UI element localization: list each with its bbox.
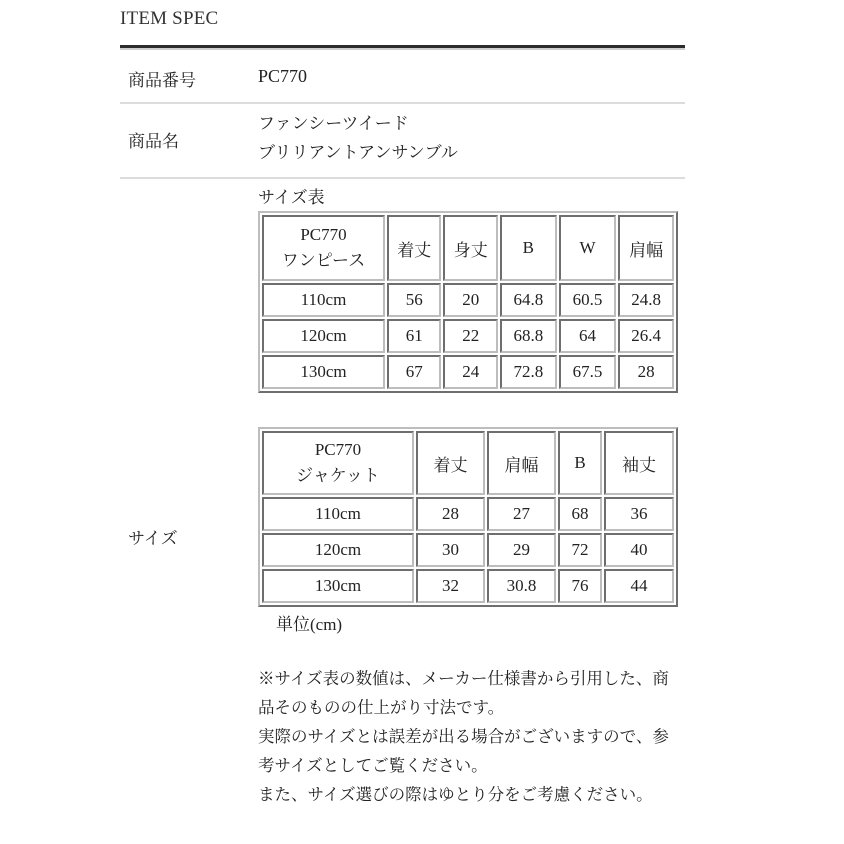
size-cell: 120cm — [262, 319, 385, 353]
jacket-size-table — [258, 427, 678, 607]
value-cell: 68.8 — [500, 319, 557, 353]
product-name-label: 商品名 — [128, 132, 179, 152]
column-header: 身丈 — [443, 215, 498, 281]
size-cell: 120cm — [262, 533, 414, 567]
column-header: 肩幅 — [618, 215, 674, 281]
column-header: W — [559, 215, 617, 281]
value-cell: 64.8 — [500, 283, 557, 317]
size-table-caption: サイズ表 — [258, 188, 325, 208]
table-row — [262, 319, 674, 353]
size-label: サイズ — [128, 529, 178, 549]
table-row — [262, 497, 674, 531]
model-type: ジャケット — [296, 466, 380, 485]
table-row — [262, 283, 674, 317]
value-cell: 36 — [604, 497, 674, 531]
value-cell: 20 — [443, 283, 498, 317]
column-header: B — [500, 215, 557, 281]
size-cell: 130cm — [262, 355, 385, 389]
item-spec-title: ITEM SPEC — [120, 8, 219, 29]
column-header: 肩幅 — [487, 431, 556, 495]
size-cell: 110cm — [262, 283, 385, 317]
value-cell: 64 — [559, 319, 617, 353]
row-divider — [120, 102, 685, 104]
row-divider — [120, 177, 685, 179]
value-cell: 29 — [487, 533, 556, 567]
column-header: B — [558, 431, 602, 495]
title-divider — [120, 45, 685, 48]
model-code: PC770 — [314, 440, 362, 459]
value-cell: 32 — [416, 569, 485, 603]
value-cell: 22 — [443, 319, 498, 353]
table-row — [262, 533, 674, 567]
model-type: ワンピース — [281, 251, 366, 270]
value-cell: 68 — [558, 497, 602, 531]
table-row — [262, 569, 674, 603]
onepiece-size-table — [258, 211, 678, 393]
value-cell: 30 — [416, 533, 485, 567]
table-row — [262, 355, 674, 389]
value-cell: 76 — [558, 569, 602, 603]
value-cell: 72 — [558, 533, 602, 567]
size-notes — [258, 664, 678, 809]
value-cell: 67 — [387, 355, 442, 389]
value-cell: 72.8 — [500, 355, 557, 389]
value-cell: 26.4 — [618, 319, 674, 353]
column-header: 袖丈 — [604, 431, 674, 495]
model-header-cell — [262, 215, 385, 281]
unit-label: 単位(cm) — [276, 615, 343, 634]
size-cell: 110cm — [262, 497, 414, 531]
size-cell: 130cm — [262, 569, 414, 603]
product-name-value — [258, 110, 458, 168]
value-cell: 67.5 — [559, 355, 617, 389]
note-line: 実際のサイズとは誤差が出る場合がございますので、参考サイズとしてご覧ください。 — [258, 727, 669, 775]
column-header: 着丈 — [387, 215, 442, 281]
value-cell: 44 — [604, 569, 674, 603]
product-name-line-2: ブリリアントアンサンブル — [258, 143, 458, 163]
model-code: PC770 — [300, 225, 347, 244]
value-cell: 30.8 — [487, 569, 556, 603]
note-line: また、サイズ選びの際はゆとり分をご考慮ください。 — [258, 785, 653, 804]
column-header: 着丈 — [416, 431, 485, 495]
value-cell: 40 — [604, 533, 674, 567]
value-cell: 28 — [618, 355, 674, 389]
value-cell: 61 — [387, 319, 442, 353]
value-cell: 24.8 — [618, 283, 674, 317]
value-cell: 28 — [416, 497, 485, 531]
value-cell: 27 — [487, 497, 556, 531]
value-cell: 24 — [443, 355, 498, 389]
value-cell: 60.5 — [559, 283, 617, 317]
product-number-label: 商品番号 — [128, 71, 196, 91]
note-line: ※サイズ表の数値は、メーカー仕様書から引用した、商品そのものの仕上がり寸法です。 — [258, 669, 669, 717]
product-name-line-1: ファンシーツイード — [258, 114, 409, 134]
product-number-value: PC770 — [258, 66, 308, 86]
model-header-cell — [262, 431, 414, 495]
value-cell: 56 — [387, 283, 442, 317]
